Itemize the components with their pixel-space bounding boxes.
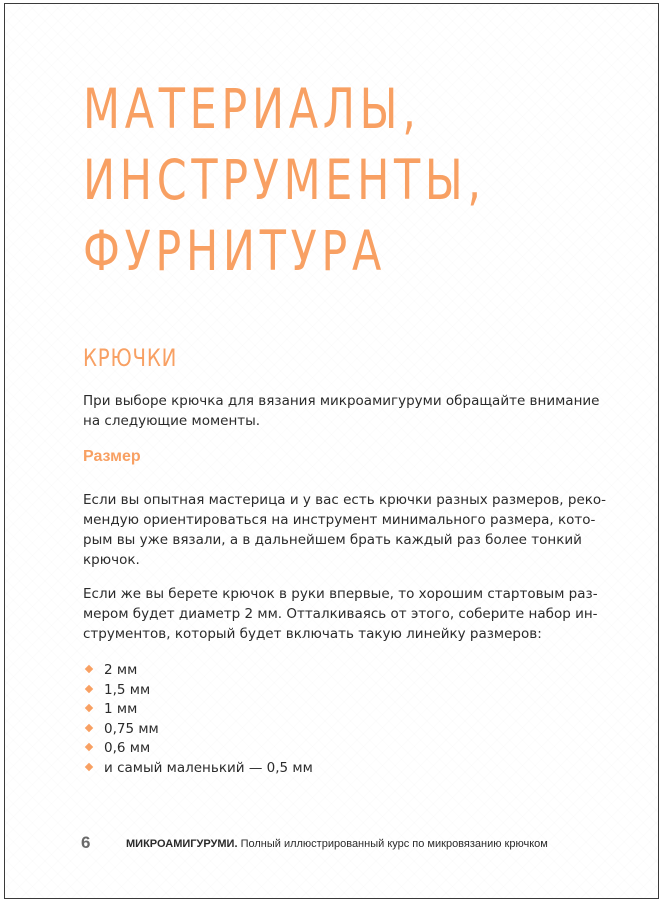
list-item-label: 2 мм <box>104 662 138 678</box>
list-item-label: 1,5 мм <box>104 681 151 698</box>
text-line: При выборе крючка для вязания микроамигуруми обращайте внимание <box>83 393 600 409</box>
list-item <box>83 660 313 680</box>
page-number: 6 <box>81 833 91 852</box>
list-item <box>83 699 313 719</box>
title-line: МАТЕРИАЛЫ, <box>83 77 421 141</box>
diamond-bullet-icon <box>85 762 93 770</box>
paragraph-experienced <box>83 490 608 570</box>
diamond-bullet-icon <box>85 665 93 673</box>
list-item <box>83 758 313 778</box>
section-heading: КРЮЧКИ <box>83 344 178 372</box>
book-page <box>4 3 659 899</box>
list-item-label: и самый маленький — 0,5 мм <box>104 759 313 776</box>
text-line: крючок. <box>83 552 140 568</box>
page-title <box>83 74 486 287</box>
title-line: ФУРНИТУРА <box>83 219 386 283</box>
text-line: Если же вы берете крючок в руки впервые, то хорошим стартовым раз- <box>83 586 598 602</box>
text-line: струментов, который будет включать такую линейку размеров: <box>83 626 542 642</box>
text-line: на следующие моменты. <box>83 413 261 429</box>
list-item-label: 0,75 мм <box>104 720 159 737</box>
diamond-bullet-icon <box>85 704 93 712</box>
text-line: мендую ориентироваться на инструмент минимального размера, кото- <box>83 512 596 528</box>
text-line: Если вы опытная мастерица и у вас есть крючки разных размеров, реко- <box>83 492 607 508</box>
title-line: ИНСТРУМЕНТЫ, <box>83 148 486 212</box>
list-item-label: 1 мм <box>104 701 138 717</box>
paragraph-beginner <box>83 584 608 644</box>
book-subtitle: Полный иллюстрированный курс по микровязанию крючком <box>237 838 548 850</box>
diamond-bullet-icon <box>85 684 93 692</box>
list-item <box>83 680 313 700</box>
list-item-label: 0,6 мм <box>104 740 151 756</box>
diamond-bullet-icon <box>85 743 93 751</box>
subheading-size: Размер <box>83 448 141 465</box>
sizes-list <box>83 660 313 777</box>
book-title: МИКРОАМИГУРУМИ. <box>126 838 238 850</box>
list-item <box>83 738 313 758</box>
text-line: рым вы уже вязали, а в дальнейшем брать каждый раз более тонкий <box>83 532 582 548</box>
intro-paragraph <box>83 391 608 431</box>
running-footer <box>126 838 548 850</box>
list-item <box>83 719 313 739</box>
diamond-bullet-icon <box>85 723 93 731</box>
text-line: мером будет диаметр 2 мм. Отталкиваясь от этого, соберите набор ин- <box>83 606 598 622</box>
